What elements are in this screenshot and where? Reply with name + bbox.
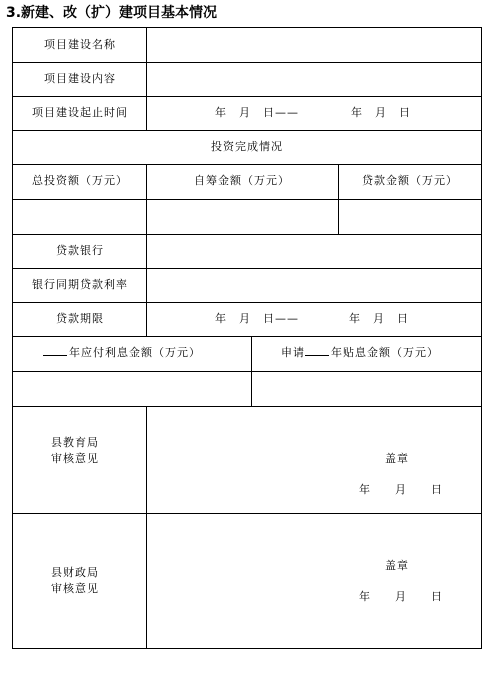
- project-info-table: [12, 27, 482, 649]
- column-divider: [338, 164, 339, 234]
- approval-date: 年 月 日: [359, 483, 443, 496]
- column-divider: [251, 336, 252, 406]
- apply-subsidy-text: 年贴息金额（万元）: [331, 346, 439, 359]
- apply-subsidy-label: [281, 346, 439, 360]
- row-divider: [13, 199, 481, 200]
- project-content-label: 项目建设内容: [44, 72, 116, 85]
- interest-payable-label: [43, 346, 201, 360]
- approval-dept-label: 县财政局: [51, 566, 99, 579]
- column-divider: [146, 406, 147, 648]
- column-divider: [146, 28, 147, 130]
- period-start-text: 年 月 日——: [215, 106, 299, 119]
- project-name-label: 项目建设名称: [44, 38, 116, 51]
- approval-review-label: 审核意见: [51, 452, 99, 465]
- column-divider: [146, 234, 147, 336]
- period-end-text: 年 月 日: [351, 106, 411, 119]
- bank-rate-label: 银行同期贷款利率: [32, 278, 128, 291]
- row-divider: [13, 302, 481, 303]
- column-divider: [146, 164, 147, 234]
- investment-header: 投资完成情况: [211, 140, 283, 153]
- page-title: 3.新建、改（扩）建项目基本情况: [6, 5, 218, 21]
- row-divider: [13, 62, 481, 63]
- interest-payable-text: 年应付利息金额（万元）: [69, 346, 201, 359]
- project-period-label: 项目建设起止时间: [32, 106, 128, 119]
- loan-amount-label: 贷款金额（万元）: [362, 174, 458, 187]
- approval-review-label: 审核意见: [51, 582, 99, 595]
- loan-bank-label: 贷款银行: [56, 244, 104, 257]
- term-end-text: 年 月 日: [349, 312, 409, 325]
- total-investment-label: 总投资额（万元）: [32, 174, 128, 187]
- approval-date: 年 月 日: [359, 590, 443, 603]
- row-divider: [13, 268, 481, 269]
- apply-prefix-text: 申请: [281, 346, 305, 359]
- row-divider: [13, 406, 481, 407]
- row-divider: [13, 96, 481, 97]
- self-raised-label: 自筹金额（万元）: [194, 174, 290, 187]
- row-divider: [13, 234, 481, 235]
- row-divider: [13, 130, 481, 131]
- seal-label: 盖章: [385, 452, 409, 465]
- seal-label: 盖章: [385, 559, 409, 572]
- year-blank: [305, 347, 329, 356]
- row-divider: [13, 164, 481, 165]
- term-start-text: 年 月 日——: [215, 312, 299, 325]
- row-divider: [13, 371, 481, 372]
- row-divider: [13, 336, 481, 337]
- loan-term-label: 贷款期限: [56, 312, 104, 325]
- row-divider: [13, 513, 481, 514]
- approval-dept-label: 县教育局: [51, 436, 99, 449]
- year-blank: [43, 347, 67, 356]
